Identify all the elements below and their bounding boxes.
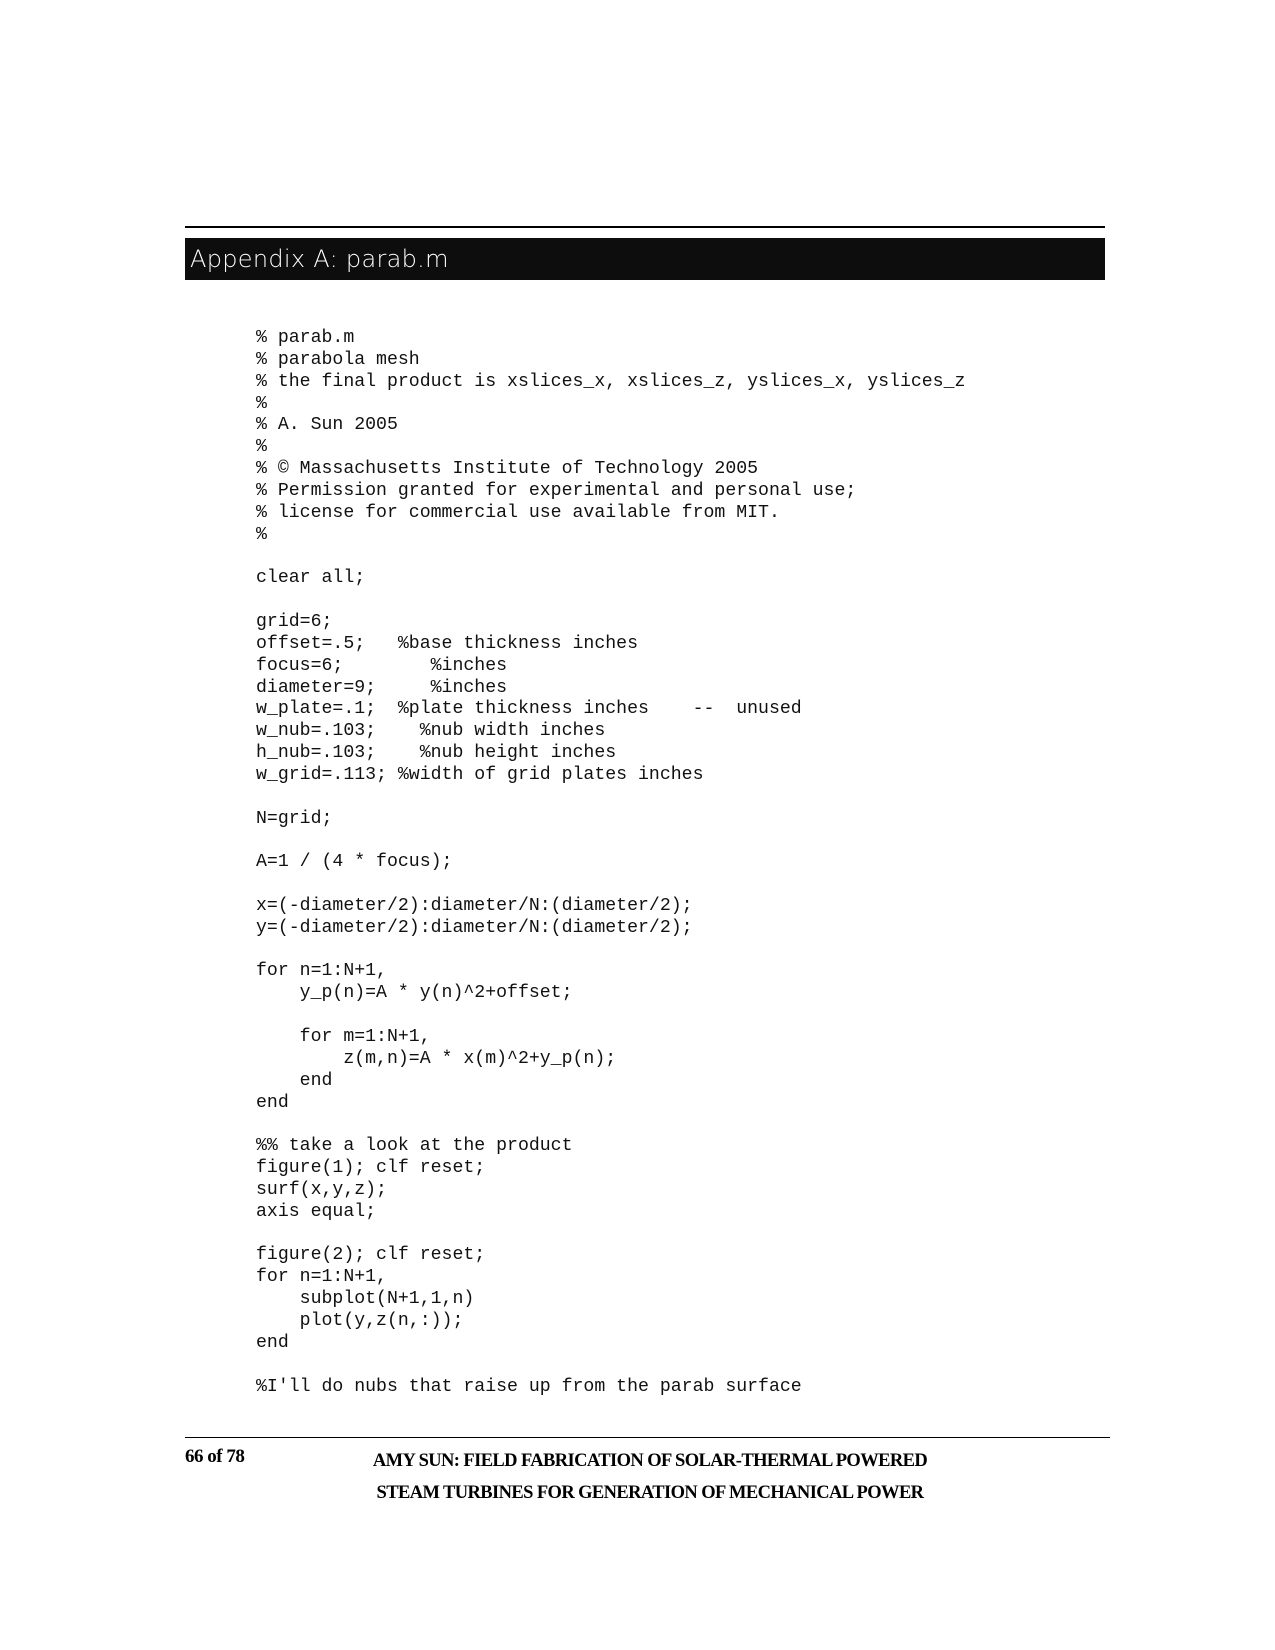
code-line: % (256, 393, 267, 414)
code-line: %I'll do nubs that raise up from the parab surface (256, 1376, 802, 1397)
code-line (256, 546, 1096, 568)
code-line: % license for commercial use available from MIT. (256, 502, 780, 523)
code-line: for n=1:N+1, (256, 961, 387, 982)
code-line (256, 940, 1096, 962)
code-line: % (256, 524, 267, 545)
code-line: end (256, 1070, 333, 1091)
code-line: offset=.5; %base thickness inches (256, 633, 638, 654)
code-line: % (256, 437, 267, 458)
code-line (256, 1005, 1096, 1027)
code-line: y=(-diameter/2):diameter/N:(diameter/2); (256, 917, 693, 938)
code-line: x=(-diameter/2):diameter/N:(diameter/2); (256, 895, 693, 916)
code-line: % parab.m (256, 328, 355, 348)
code-line: clear all; (256, 568, 366, 589)
code-line (256, 1224, 1096, 1246)
code-line (256, 1114, 1096, 1136)
code-line: w_nub=.103; %nub width inches (256, 721, 606, 742)
code-line: axis equal; (256, 1201, 377, 1222)
code-line: h_nub=.103; %nub height inches (256, 743, 617, 764)
code-line: w_grid=.113; %width of grid plates inches (256, 764, 704, 785)
footer-title (350, 1445, 950, 1509)
code-line: focus=6; %inches (256, 655, 508, 676)
code-line (256, 1355, 1096, 1377)
code-line: diameter=9; %inches (256, 677, 508, 698)
code-line: % parabola mesh (256, 349, 420, 370)
code-line: for m=1:N+1, (256, 1027, 431, 1047)
code-line: figure(1); clf reset; (256, 1158, 486, 1179)
code-line: end (256, 1092, 289, 1113)
code-line: % the final product is xslices_x, xslices_z, yslices_x, yslices_z (256, 371, 966, 392)
code-line: grid=6; (256, 611, 333, 632)
code-line: % Permission granted for experimental and personal use; (256, 480, 857, 501)
footer-title-line-2: STEAM TURBINES FOR GENERATION OF MECHANICAL POWER (376, 1483, 924, 1503)
code-line (256, 874, 1096, 896)
code-line: %% take a look at the product (256, 1136, 573, 1157)
code-line: figure(2); clf reset; (256, 1245, 486, 1266)
code-line: A=1 / (4 * focus); (256, 852, 453, 873)
top-rule (185, 226, 1105, 228)
section-header: Appendix A: parab.m (185, 238, 1105, 280)
code-line: w_plate=.1; %plate thickness inches -- unused (256, 699, 802, 720)
code-line (256, 590, 1096, 612)
code-line (256, 787, 1096, 809)
code-line: subplot(N+1,1,n) (256, 1289, 475, 1310)
code-line: plot(y,z(n,:)); (256, 1310, 464, 1331)
code-line: z(m,n)=A * x(m)^2+y_p(n); (256, 1048, 617, 1069)
code-listing (256, 328, 1096, 1398)
page-number: 66 of 78 (185, 1446, 245, 1467)
code-line: N=grid; (256, 808, 333, 829)
code-line: surf(x,y,z); (256, 1179, 387, 1200)
code-line: % A. Sun 2005 (256, 415, 398, 436)
code-line (256, 830, 1096, 852)
code-line: end (256, 1332, 289, 1353)
footer-title-line-1: AMY SUN: FIELD FABRICATION OF SOLAR-THERMAL POWERED (372, 1451, 928, 1471)
code-line: y_p(n)=A * y(n)^2+offset; (256, 983, 573, 1004)
code-line: for n=1:N+1, (256, 1267, 387, 1288)
footer-rule (185, 1437, 1110, 1438)
code-line: % © Massachusetts Institute of Technology 2005 (256, 459, 759, 480)
